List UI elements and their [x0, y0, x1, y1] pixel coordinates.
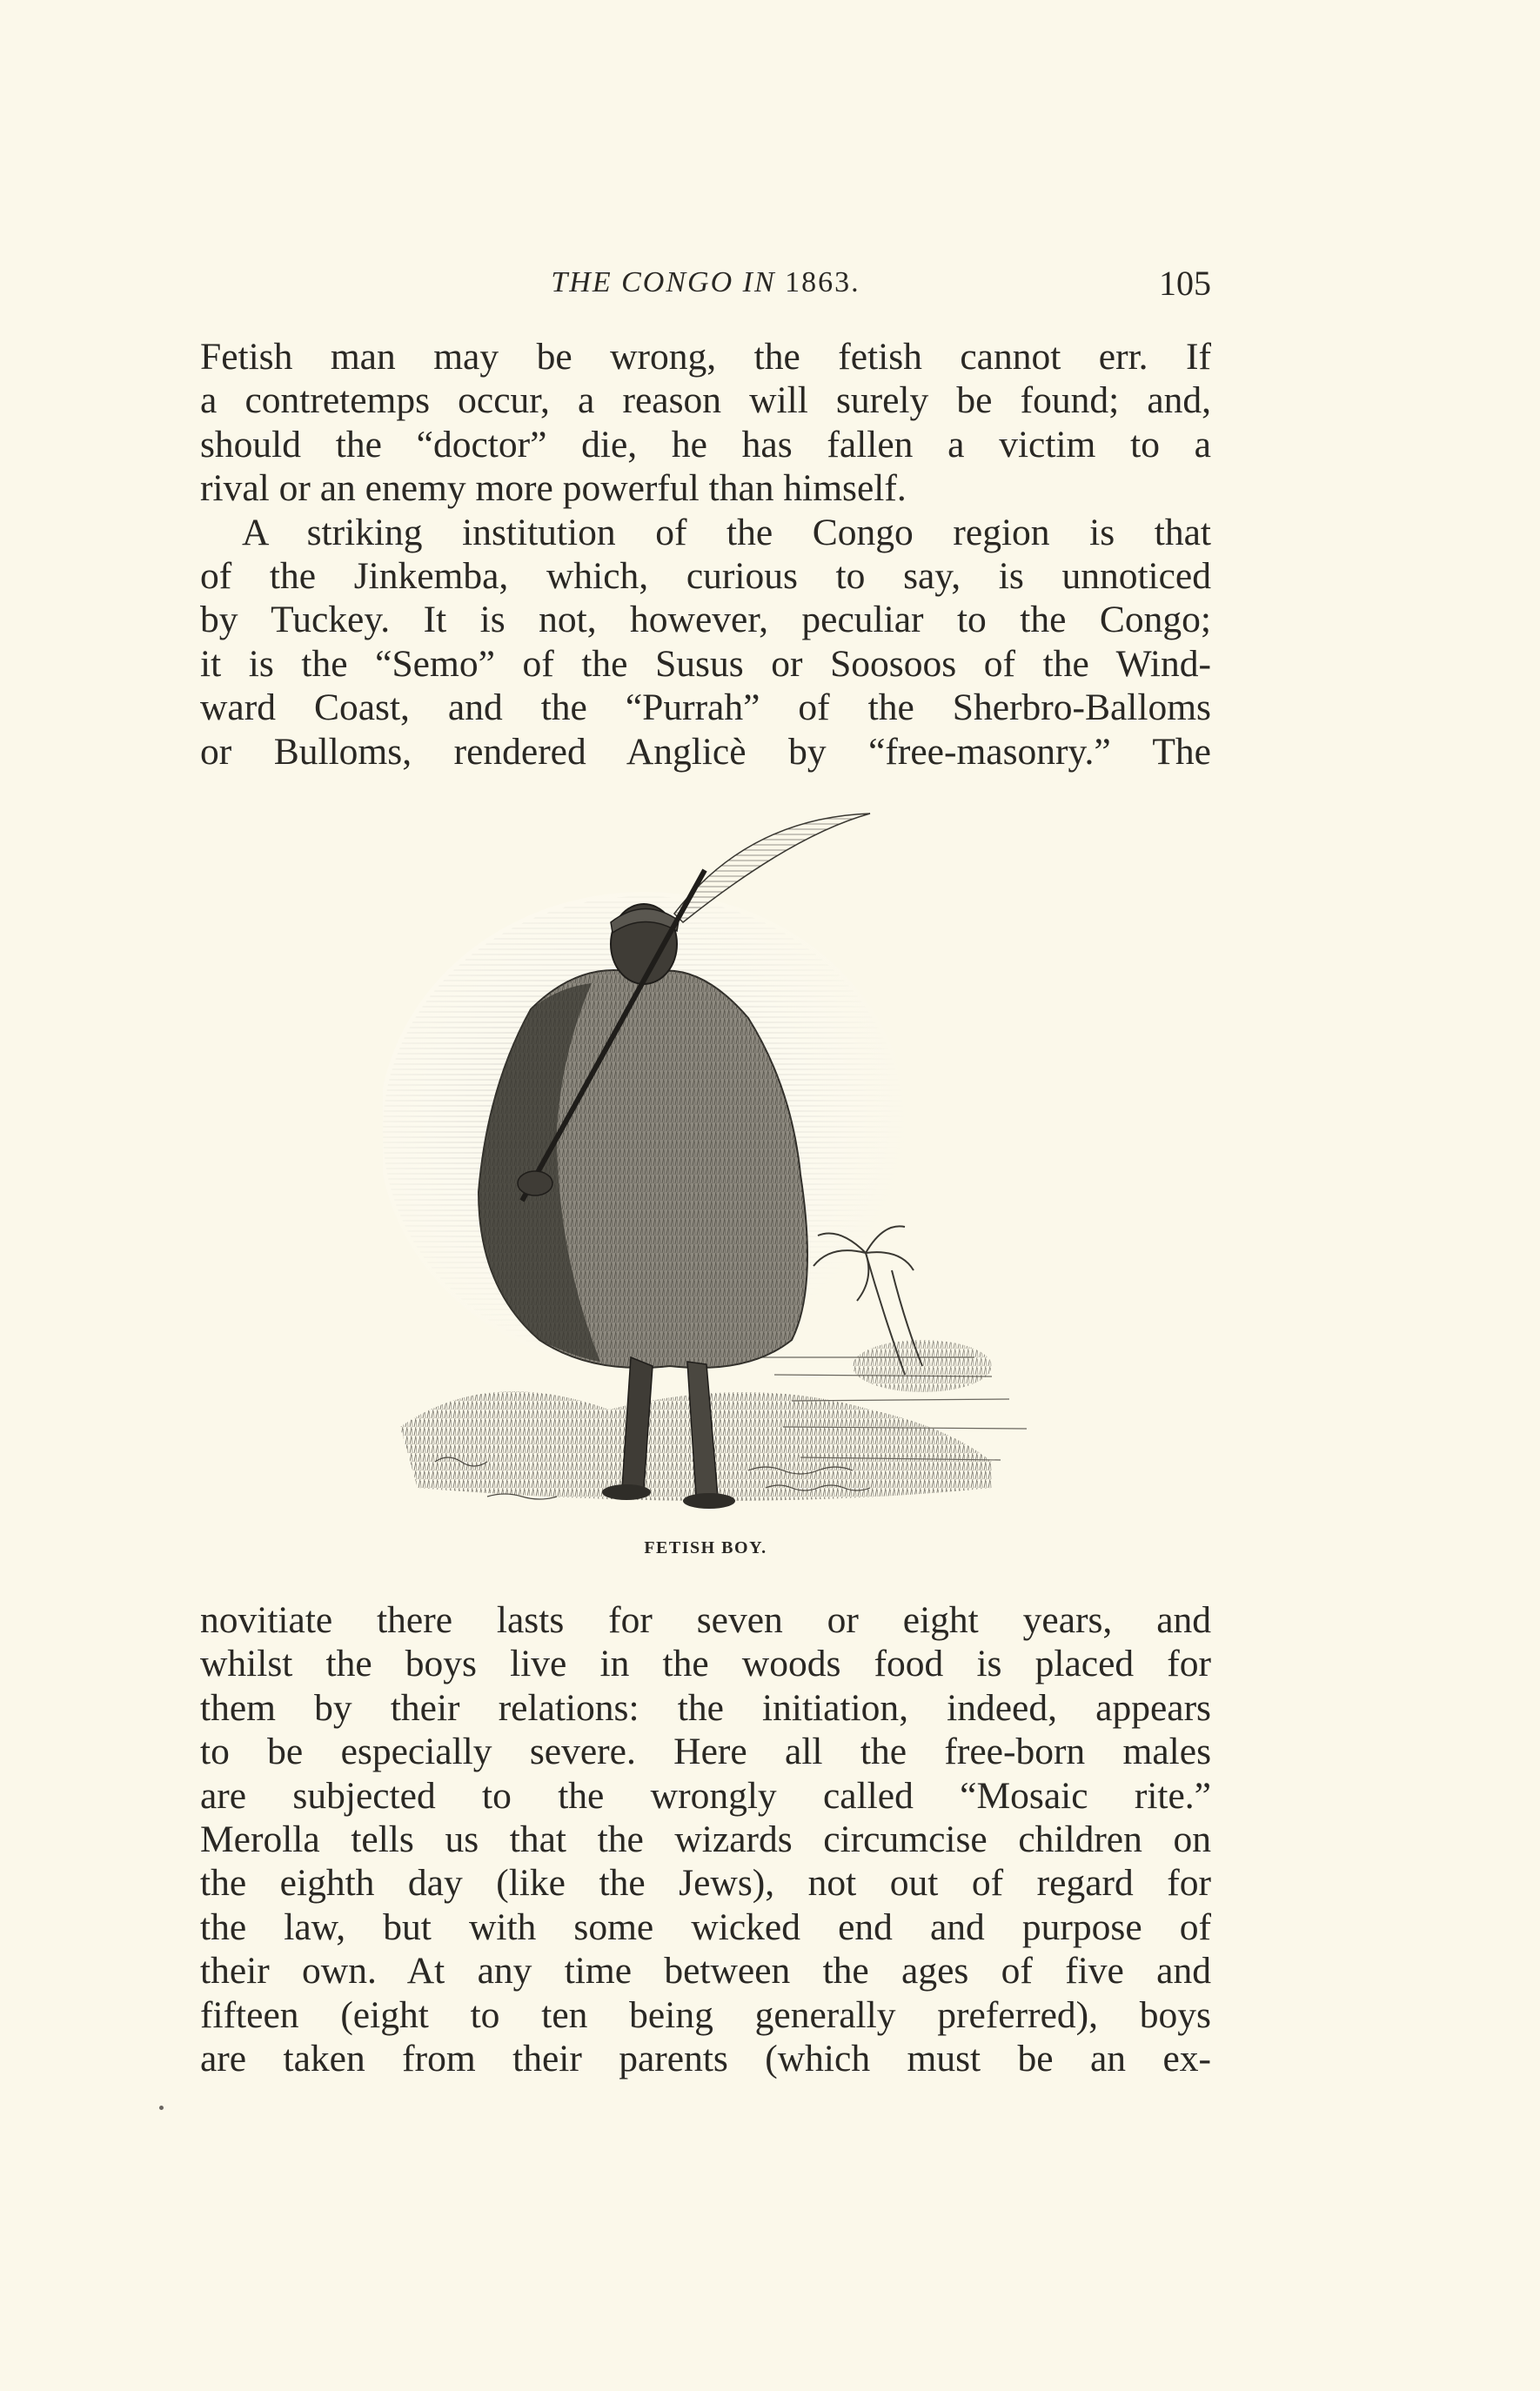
text-line: Fetish man may be wrong, the fetish cannot err. If	[200, 336, 1211, 378]
running-title-text: THE CONGO IN	[551, 266, 776, 298]
fetish-boy-engraving	[383, 800, 1044, 1531]
text-line: them by their relations: the initiation, indeed, appears	[200, 1686, 1211, 1729]
body-text-bottom	[200, 1598, 1211, 2080]
text-line: ward Coast, and the “Purrah” of the Sherbro-Balloms	[200, 686, 1211, 729]
running-head	[200, 259, 1211, 311]
text-line: A striking institution of the Congo region is that	[242, 511, 1211, 553]
text-line: their own. At any time between the ages of five and	[200, 1950, 1211, 1992]
text-line: it is the “Semo” of the Susus or Soosoos of the Wind-	[200, 642, 1211, 685]
text-line: or Bulloms, rendered Anglicè by “free-masonry.” The	[200, 730, 1211, 773]
text-line: whilst the boys live in the woods food is placed for	[200, 1643, 1211, 1685]
running-title	[200, 266, 1211, 299]
running-title-year: 1863.	[785, 266, 860, 298]
hand	[518, 1171, 552, 1196]
text-line: rival or an enemy more powerful than himself.	[200, 467, 907, 510]
figure-caption: FETISH BOY.	[644, 1538, 767, 1557]
text-line: fifteen (eight to ten being generally preferred), boys	[200, 1993, 1211, 2036]
text-line: a contretemps occur, a reason will surely be found; and,	[200, 379, 1211, 422]
engraving-illustration	[383, 800, 1044, 1531]
text-line: Merolla tells us that the wizards circumcise children on	[200, 1818, 1211, 1860]
ink-speck	[159, 2106, 164, 2110]
text-line: to be especially severe. Here all the free-born males	[200, 1731, 1211, 1773]
text-line: are taken from their parents (which must be an ex-	[200, 2037, 1211, 2080]
page-number: 105	[1159, 264, 1211, 303]
text-line: novitiate there lasts for seven or eight years, and	[200, 1599, 1211, 1641]
text-line: the law, but with some wicked end and purpose of	[200, 1905, 1211, 1948]
text-line: of the Jinkemba, which, curious to say, is unnoticed	[200, 554, 1211, 597]
feather	[674, 814, 870, 922]
text-line: the eighth day (like the Jews), not out of regard for	[200, 1862, 1211, 1905]
text-line: by Tuckey. It is not, however, peculiar to the Congo;	[200, 599, 1211, 641]
text-line: are subjected to the wrongly called “Mosaic rite.”	[200, 1774, 1211, 1817]
body-text-top	[200, 335, 1211, 774]
text-line: should the “doctor” die, he has fallen a victim to a	[200, 423, 1211, 465]
